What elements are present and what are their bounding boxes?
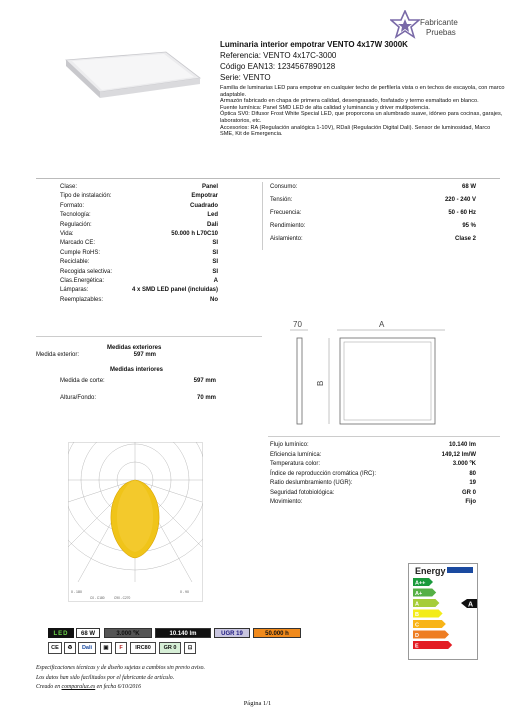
product-series: Serie: VENTO	[220, 73, 271, 82]
product-header	[220, 40, 505, 138]
energy-scale	[409, 564, 479, 659]
energy-class-label: A+	[415, 591, 423, 597]
footer-line: Los datos han sido facilitados por el fabricante de artículo.	[36, 674, 175, 681]
irc-badge: IRC80	[130, 642, 156, 654]
energy-title: Energy	[415, 566, 446, 576]
footer-line: Especificaciones técnicas y de diseño sujetas a cambios sin previo aviso.	[36, 665, 205, 671]
section-divider	[268, 436, 500, 437]
footer-notes	[36, 664, 336, 693]
description-line: Óptica SV0: Difusor Frost White Special LED, que proporcona un alumbrado suave, idóneo para cocinas, garajes, laboratorios, etc.	[220, 111, 503, 124]
depth-label: 70	[293, 320, 302, 329]
class2-icon: ▣	[100, 642, 112, 654]
photometric-polar-diagram	[68, 442, 203, 602]
section-divider	[36, 336, 262, 337]
section-divider	[36, 178, 500, 179]
polar-right-label: 0 - 90	[180, 590, 189, 594]
product-title: Luminaria interior empotrar VENTO 4x17W 3000K	[220, 40, 408, 49]
product-reference: Referencia: VENTO 4x17C-3000	[220, 51, 337, 60]
specs-right: Consumo: 68 W Tensión: 220 - 240 V Frecuencia: 50 - 60 Hz Rendimiento: 95 % Aislamiento: Clase 2	[270, 184, 476, 242]
energy-class-label: D	[415, 633, 419, 639]
length-label: B	[316, 380, 325, 386]
product-description	[220, 85, 505, 138]
source-link[interactable]: comparaluz.es	[61, 684, 96, 690]
energy-class-label: A++	[415, 580, 426, 587]
page-number: Página 1/1	[243, 700, 272, 707]
f-mark-icon: F	[115, 642, 127, 654]
description-line: Armazón fabricado en chapa de primera calidad, desengrasado, fosfatado y termo esmaltado en blanco.	[220, 98, 479, 105]
product-image	[62, 48, 202, 108]
specs-left: Clase: Panel Tipo de instalación: Empotrar Formato: Cuadrado Tecnología: Led Regulación: Dali Vida: 50.000 h L70C10 Marcado CE: SI Cumple RoHS: SI Reciclable: SI Recogida selectiva: SI Clas.Energética: A Lámparas: 4 x SMD LED panel (incluidas) Reemplazables: No	[60, 184, 218, 303]
led-badge: LED	[48, 628, 74, 638]
exterior-measures-title: Medidas exteriores	[107, 345, 162, 351]
ce-mark-icon: CE	[48, 642, 62, 654]
polar-bottom-right-label: C90 - C270	[114, 596, 131, 600]
energy-class-indicator-label: A	[468, 601, 474, 609]
energy-label	[408, 563, 478, 660]
lifetime-badge: 50.000 h	[253, 628, 301, 638]
brand-logo	[390, 10, 510, 44]
energy-class-label: C	[415, 622, 419, 629]
polar-left-label: 0 - 180	[71, 590, 82, 594]
dali-badge: Dali	[78, 642, 96, 654]
recycle-icon: ♻	[64, 642, 76, 654]
energy-class-label: E	[415, 643, 419, 650]
polar-bottom-left-label: C0 - C180	[90, 596, 105, 600]
power-badge: 68 W	[76, 628, 100, 638]
description-line: Familia de luminarias LED para empotrar en cualquier techo de perfilería vista o en techos de escayola, con marco adaptable.	[220, 85, 505, 98]
description-line: Fuente lumínica: Panel SMD LED de alta calidad y luminancia y driver multipotencia.	[220, 104, 430, 111]
brand-name-line2: Pruebas	[426, 28, 456, 37]
footer-line: Creado en comparaluz.es en fecha 6/10/2016	[36, 684, 142, 690]
flux-badge: 10.140 lm	[155, 628, 211, 638]
width-label: A	[379, 320, 385, 329]
dimension-drawing	[285, 318, 500, 428]
photometry-specs: Flujo lumínico: 10.140 lm Eficiencia lumínica: 149,12 lm/W Temperatura color: 3.000 ºK Índice de reproducción cromática (IRC): 80 Ratio deslumbramiento (UGR): 19 Seguridad fotobiológica: GR 0 Movimiento: Fijo	[270, 442, 476, 505]
product-ean: Código EAN13: 1234567890128	[220, 62, 336, 71]
star-logo-icon	[390, 10, 420, 44]
color-temp-badge: 3.000 ºK	[104, 628, 152, 638]
fixed-icon: ⊡	[184, 642, 196, 654]
energy-class-label: B	[415, 612, 419, 618]
description-line: Accesorios: RA (Regulación analógica 1-10V), RDali (Regulación Digital Dali). Sensor de luminosidad, Marco SME, Kit de Emergencia.	[220, 124, 491, 138]
ugr-badge: UGR 19	[214, 628, 250, 638]
energy-class-label: A	[415, 601, 419, 608]
energy-class-bar	[413, 641, 452, 649]
interior-measures-title: Medidas interiores	[110, 367, 164, 373]
photobiological-badge: GR 0	[159, 642, 181, 654]
column-separator	[262, 182, 263, 250]
brand-name-line1: Fabricante	[420, 18, 458, 27]
